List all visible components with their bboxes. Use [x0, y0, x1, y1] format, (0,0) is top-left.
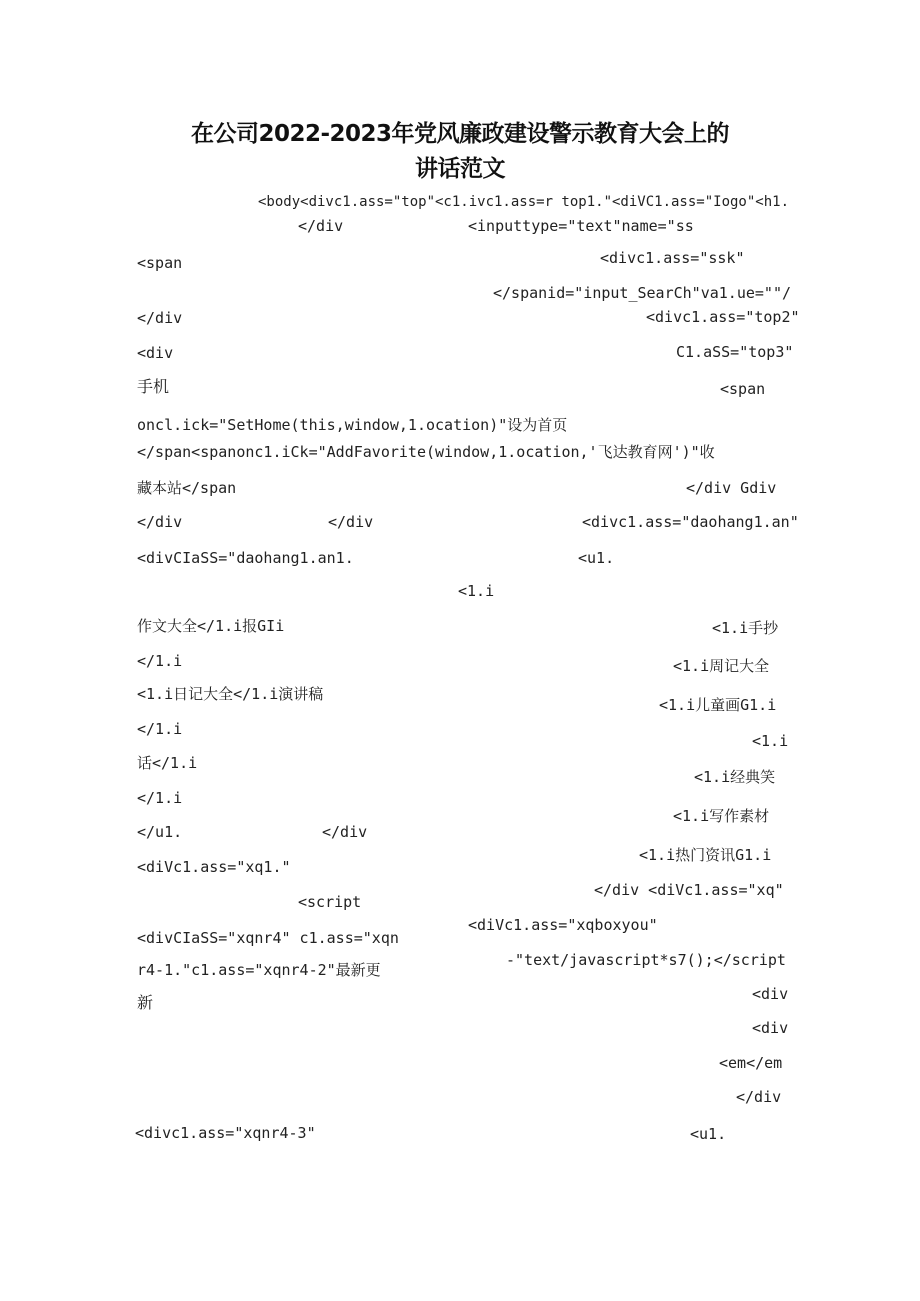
text-line: </spanid="input_SearCh"va1.ue=""/ [493, 284, 792, 302]
text-line: <divCIaSS="daohang1.an1. [137, 549, 354, 567]
text-line: </div Gdiv [686, 479, 777, 497]
text-line: <1.i热门资讯G1.i [639, 846, 772, 864]
text-line: <u1. [578, 549, 615, 567]
text-line: </div [328, 513, 374, 531]
text-line: <1.i儿童画G1.i [659, 696, 777, 714]
text-line: oncl.ick="SetHome(this,window,1.ocation)"设为首页 [137, 416, 568, 434]
text-line: <em</em [719, 1054, 783, 1072]
text-line: <divCIaSS="xqnr4" c1.ass="xqn [137, 929, 399, 947]
text-line: <u1. [690, 1125, 727, 1143]
text-line: -"text/javascript*s7();</script [506, 951, 786, 969]
text-line: </div [298, 217, 344, 235]
text-line: <1.i [752, 732, 789, 750]
document-title-line-2: 讲话范文 [415, 156, 505, 182]
text-line: 作文大全</1.i报GIi [137, 617, 285, 635]
text-line: r4-1."c1.ass="xqnr4-2"最新更 [137, 961, 381, 979]
text-line: <span [137, 254, 183, 272]
text-line: <body<divc1.ass="top"<c1.ivc1.ass=r top1."<diVC1.ass="Iogo"<h1. [258, 194, 790, 210]
text-line: <diVc1.ass="xq1." [137, 858, 291, 876]
text-line: 新 [137, 993, 154, 1012]
text-line: <1.i周记大全 [673, 657, 770, 675]
text-line: <1.i日记大全</1.i演讲稿 [137, 685, 324, 703]
document-title-line-1: 在公司2022-2023年党风廉政建设警示教育大会上的 [190, 121, 730, 147]
text-line: <1.i手抄 [712, 619, 779, 637]
text-line: <divc1.ass="ssk" [600, 249, 745, 267]
text-line: </div <diVc1.ass="xq" [594, 881, 784, 899]
text-line: C1.aSS="top3" [676, 343, 794, 361]
text-line: </div [736, 1088, 782, 1106]
text-line: </div [137, 309, 183, 327]
text-line: </div [322, 823, 368, 841]
text-line: 手机 [137, 377, 170, 396]
text-line: 话</1.i [137, 754, 198, 772]
text-line: <1.i经典笑 [694, 768, 776, 786]
text-line: <1.i写作素材 [673, 807, 770, 825]
text-line: </div [137, 513, 183, 531]
text-line: </1.i [137, 720, 183, 738]
text-line: <script [298, 893, 362, 911]
text-line: <div [752, 1019, 789, 1037]
text-line: </1.i [137, 652, 183, 670]
text-line: </1.i [137, 789, 183, 807]
text-line: <inputtype="text"name="ss [468, 217, 694, 235]
text-line: </span<spanonc1.iCk="AddFavorite(window,1.ocation,'飞达教育网')"收 [137, 443, 715, 461]
text-line: <span [720, 380, 766, 398]
text-line: <diVc1.ass="xqboxyou" [468, 916, 658, 934]
text-line: <div [137, 344, 174, 362]
text-line: </u1. [137, 823, 183, 841]
text-line: <divc1.ass="top2" [646, 308, 800, 326]
text-line: <divc1.ass="daohang1.an" [582, 513, 799, 531]
text-line: <1.i [458, 582, 495, 600]
text-line: <div [752, 985, 789, 1003]
text-line: <divc1.ass="xqnr4-3" [135, 1124, 316, 1142]
text-line: 藏本站</span [137, 479, 237, 497]
